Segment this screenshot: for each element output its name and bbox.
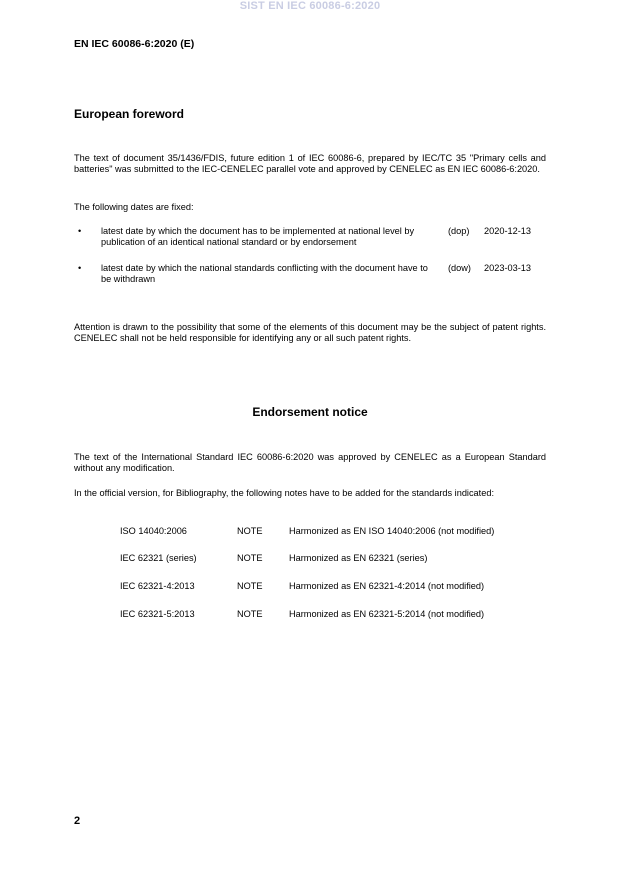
date-item-date: 2023-03-13 bbox=[484, 263, 531, 273]
note-standard: IEC 62321 (series) bbox=[120, 553, 197, 563]
date-item-date: 2020-12-13 bbox=[484, 226, 531, 236]
european-foreword-heading: European foreword bbox=[74, 107, 185, 121]
note-label: NOTE bbox=[237, 609, 263, 619]
dates-intro-paragraph: The following dates are fixed: bbox=[74, 202, 194, 212]
date-item-code: (dow) bbox=[448, 263, 471, 273]
note-label: NOTE bbox=[237, 581, 263, 591]
note-text: Harmonized as EN 62321 (series) bbox=[289, 553, 428, 563]
bibliography-notes-intro: In the official version, for Bibliography, the following notes have to be added for the standards indicated: bbox=[74, 488, 494, 498]
endorsement-text-paragraph: The text of the International Standard IEC 60086-6:2020 was approved by CENELEC as a European Standard without any modification. bbox=[74, 452, 546, 473]
foreword-intro-paragraph: The text of document 35/1436/FDIS, future edition 1 of IEC 60086-6, prepared by IEC/TC 35 "Primary cells and batteries" was submitted to the IEC-CENELEC parallel vote and approved by CENELEC as EN IEC 60086-6:2020. bbox=[74, 153, 546, 174]
note-standard: IEC 62321-5:2013 bbox=[120, 609, 195, 619]
note-text: Harmonized as EN 62321-5:2014 (not modified) bbox=[289, 609, 485, 619]
note-standard: ISO 14040:2006 bbox=[120, 526, 187, 536]
note-standard: IEC 62321-4:2013 bbox=[120, 581, 195, 591]
bullet-glyph: • bbox=[78, 226, 82, 236]
date-item-code: (dop) bbox=[448, 226, 470, 236]
bullet-glyph: • bbox=[78, 263, 82, 273]
note-label: NOTE bbox=[237, 553, 263, 563]
patent-attention-paragraph: Attention is drawn to the possibility that some of the elements of this document may be the subject of patent rights. CENELEC shall not be held responsible for identifying any or all such patent rights. bbox=[74, 322, 546, 343]
date-item-text: latest date by which the national standards conflicting with the document have to be withdrawn bbox=[101, 263, 428, 284]
endorsement-notice-heading: Endorsement notice bbox=[252, 405, 368, 419]
watermark: SIST EN IEC 60086-6:2020 bbox=[239, 0, 381, 12]
note-text: Harmonized as EN ISO 14040:2006 (not modified) bbox=[289, 526, 495, 536]
date-item-text: latest date by which the document has to be implemented at national level by publication of an identical national standard or by endorsement bbox=[101, 226, 415, 247]
document-id-header: EN IEC 60086-6:2020 (E) bbox=[74, 38, 195, 50]
page-number: 2 bbox=[74, 815, 81, 827]
note-text: Harmonized as EN 62321-4:2014 (not modified) bbox=[289, 581, 485, 591]
note-label: NOTE bbox=[237, 526, 263, 536]
